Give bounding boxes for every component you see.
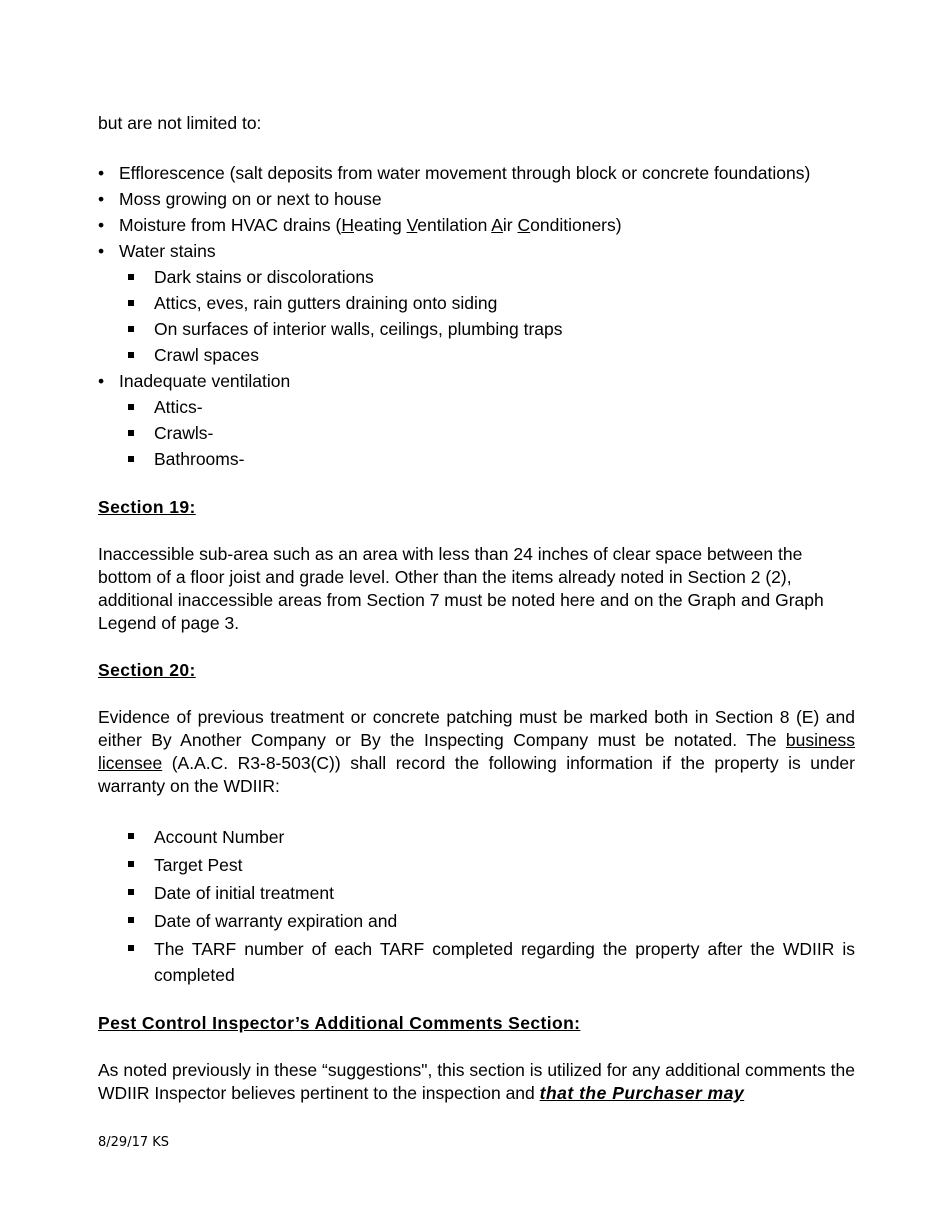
section-20-heading: Section 20: [98,660,196,680]
ventilation-sublist [98,394,855,472]
square-bullet-icon [128,945,134,951]
sub-list-item: On surfaces of interior walls, ceilings, plumbing traps [98,316,855,342]
square-bullet-icon [128,833,134,839]
purchaser-emphasis: that the Purchaser may [539,1083,745,1103]
square-bullet-icon [128,300,134,306]
section-19-heading: Section 19: [98,497,196,517]
list-item: Account Number [98,823,855,851]
square-bullet-icon [128,274,134,280]
sub-list-item: Crawl spaces [98,342,855,368]
intro-text: but are not limited to: [98,113,262,133]
square-bullet-icon [128,861,134,867]
list-item: • Efflorescence (salt deposits from water movement through block or concrete foundations) [98,160,855,186]
sub-list-item: Crawls- [98,420,855,446]
list-item: Date of warranty expiration and [98,907,855,935]
page-footer: 8/29/17 KS [98,1135,170,1150]
list-item: • Moss growing on or next to house [98,186,855,212]
indicator-list-continued [98,368,855,394]
square-bullet-icon [128,889,134,895]
square-bullet-icon [128,917,134,923]
sub-list-item: Bathrooms- [98,446,855,472]
list-item: • Moisture from HVAC drains (Heating Ventilation Air Conditioners) [98,212,855,238]
sub-list-item: Dark stains or discolorations [98,264,855,290]
list-item: Target Pest [98,851,855,879]
business-licensee-term: business licensee [98,730,855,773]
sub-list-item: Attics, eves, rain gutters draining onto siding [98,290,855,316]
list-item: Date of initial treatment [98,879,855,907]
bullet-icon: • [98,215,105,235]
square-bullet-icon [128,404,134,410]
square-bullet-icon [128,456,134,462]
sub-list-item: Attics- [98,394,855,420]
square-bullet-icon [128,430,134,436]
comments-heading: Pest Control Inspector’s Additional Comments Section: [98,1013,581,1033]
bullet-icon: • [98,189,105,209]
square-bullet-icon [128,326,134,332]
square-bullet-icon [128,352,134,358]
list-item: The TARF number of each TARF completed regarding the property after the WDIIR is completed [98,935,855,988]
bullet-icon: • [98,163,105,183]
section-19-body: Inaccessible sub-area such as an area with less than 24 inches of clear space between the bottom of a floor joist and grade level. Other than the items already noted in Section 2 (2), additional inaccessible areas from Section 7 must be noted here and on the Graph and Graph Legend of page 3. [98,544,824,633]
list-item: • Water stains [98,238,855,264]
warranty-info-list [98,823,855,988]
water-stains-sublist [98,264,855,368]
indicator-list [98,160,855,264]
document-page [98,112,855,1105]
comments-body: As noted previously in these “suggestions", this section is utilized for any additional comments the WDIIR Inspector believes pertinent to the inspection and that the Purchaser may [98,1060,855,1103]
list-item: • Inadequate ventilation [98,368,855,394]
bullet-icon: • [98,241,105,261]
section-20-body: Evidence of previous treatment or concrete patching must be marked both in Section 8 (E) and either By Another Company or By the Inspecting Company must be notated. The business licensee (A.A.C. R3-8-503(C)) shall record the following information if the property is under warranty on the WDIIR: [98,707,855,796]
bullet-icon: • [98,371,105,391]
